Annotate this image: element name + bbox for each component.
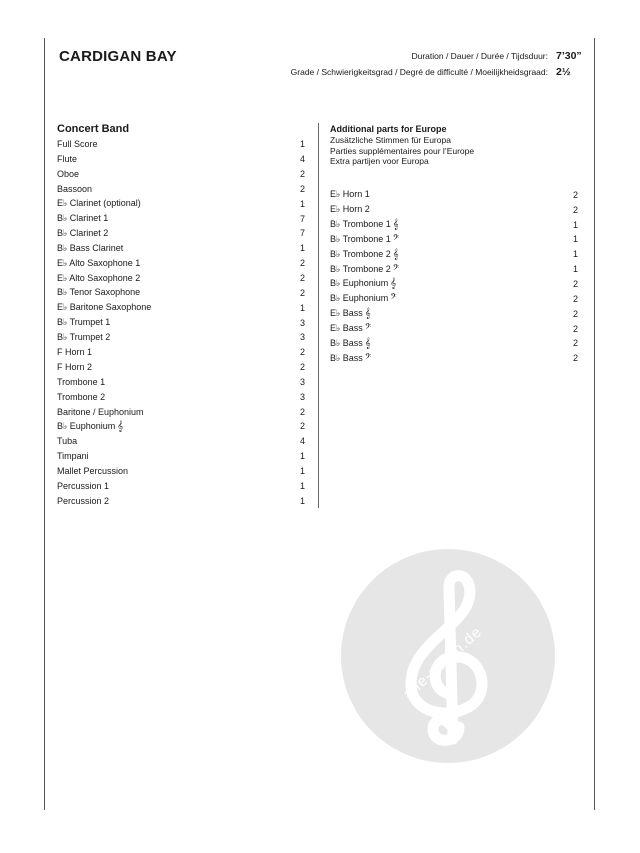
part-count: 3 — [299, 391, 305, 402]
part-count: 3 — [299, 332, 305, 343]
treble-clef-icon: 𝄞 — [364, 337, 371, 349]
part-name: B♭ Euphonium — [330, 278, 389, 289]
concert-band-parts-list — [57, 137, 305, 508]
part-name: E♭ Horn 1 — [330, 189, 370, 200]
part-count: 1 — [299, 480, 305, 491]
part-count: 1 — [572, 219, 578, 230]
watermark-text: alle-noten.de — [400, 623, 486, 703]
bass-clef-icon: 𝄢 — [390, 293, 397, 305]
part-row — [57, 137, 305, 152]
translation-fr: Parties supplémentaires pour l’Europe — [330, 145, 475, 156]
part-count: 1 — [299, 198, 305, 209]
part-row — [330, 262, 578, 277]
duration-value: 7’30” — [556, 50, 582, 62]
part-name-cell — [330, 189, 370, 200]
part-count: 2 — [299, 406, 305, 417]
additional-parts-section — [330, 124, 578, 366]
piece-info — [184, 50, 584, 82]
part-name-cell — [330, 234, 399, 245]
part-count: 2 — [572, 353, 578, 364]
grade-label: Grade / Schwierigkeitsgrad / Degré de difficulté / Moeilijkheidsgraad: — [290, 67, 548, 77]
part-count: 3 — [299, 376, 305, 387]
part-count: 2 — [299, 362, 305, 373]
part-name: B♭ Trumpet 1 — [57, 317, 111, 328]
part-row — [57, 375, 305, 390]
part-count: 2 — [572, 278, 578, 289]
part-row — [57, 285, 305, 300]
part-row — [330, 321, 578, 336]
part-row — [330, 217, 578, 232]
part-name: B♭ Bass — [330, 337, 363, 348]
part-count: 2 — [572, 293, 578, 304]
part-name-cell — [57, 332, 110, 343]
page-border-right — [594, 38, 595, 810]
part-name: B♭ Tenor Saxophone — [57, 287, 141, 298]
additional-parts-list — [330, 188, 578, 366]
part-name-cell — [330, 293, 397, 304]
part-count: 2 — [572, 338, 578, 349]
column-divider — [318, 123, 319, 508]
part-name-cell — [330, 219, 399, 230]
part-row — [57, 419, 305, 434]
grade-row — [184, 66, 584, 82]
part-row — [57, 256, 305, 271]
part-name: Mallet Percussion — [57, 465, 129, 476]
part-count: 7 — [299, 213, 305, 224]
part-row — [57, 226, 305, 241]
page-border-left — [44, 38, 45, 810]
part-count: 2 — [299, 421, 305, 432]
part-name: Trombone 2 — [57, 391, 106, 402]
part-count: 1 — [299, 243, 305, 254]
part-count: 1 — [572, 264, 578, 275]
part-name: B♭ Clarinet 1 — [57, 213, 109, 224]
part-row — [330, 306, 578, 321]
part-name-cell — [57, 377, 105, 387]
part-count: 2 — [299, 183, 305, 194]
part-count: 1 — [299, 302, 305, 313]
part-row — [57, 241, 305, 256]
part-name: E♭ Alto Saxophone 2 — [57, 272, 141, 283]
concert-band-heading: Concert Band — [57, 123, 130, 135]
part-row — [330, 291, 578, 306]
part-row — [57, 449, 305, 464]
part-name-cell — [57, 466, 128, 476]
bass-clef-icon: 𝄢 — [364, 352, 372, 364]
treble-clef-icon: 𝄞 — [364, 308, 371, 320]
part-name-cell — [330, 264, 399, 275]
part-name-cell — [57, 213, 108, 224]
part-name: E♭ Horn 2 — [330, 204, 370, 215]
part-row — [330, 247, 578, 262]
part-name: Percussion 2 — [57, 495, 110, 506]
part-name-cell — [57, 302, 151, 313]
part-row — [57, 493, 305, 508]
bass-clef-icon: 𝄢 — [364, 323, 372, 335]
part-name: B♭ Trombone 1 — [330, 233, 391, 244]
part-count: 2 — [572, 204, 578, 215]
part-count: 2 — [299, 273, 305, 284]
part-row — [57, 360, 305, 375]
part-row — [330, 336, 578, 351]
part-name-cell — [57, 258, 140, 269]
part-name-cell — [330, 308, 371, 319]
part-name: B♭ Clarinet 2 — [57, 227, 109, 238]
part-name-cell — [57, 362, 92, 372]
translation-nl: Extra partijen voor Europa — [330, 156, 429, 166]
part-name: B♭ Bass Clarinet — [57, 242, 124, 253]
part-name-cell — [57, 273, 140, 284]
part-name: B♭ Bass — [330, 352, 363, 363]
part-name: B♭ Trombone 2 — [330, 248, 391, 259]
part-name: Flute — [57, 154, 78, 165]
part-row — [57, 196, 305, 211]
part-name-cell — [330, 323, 371, 334]
part-name: Tuba — [57, 436, 78, 447]
part-name: E♭ Baritone Saxophone — [57, 302, 152, 313]
part-row — [57, 167, 305, 182]
part-row — [57, 389, 305, 404]
part-name: B♭ Euphonium — [330, 293, 389, 304]
part-name: E♭ Bass — [330, 308, 363, 319]
part-name-cell — [57, 198, 141, 209]
part-name: E♭ Clarinet (optional) — [57, 198, 141, 209]
part-name-cell — [57, 139, 98, 149]
part-name-cell — [57, 154, 77, 164]
part-name-cell — [330, 338, 371, 349]
part-row — [57, 182, 305, 197]
part-name: Percussion 1 — [57, 480, 110, 491]
part-count: 7 — [299, 228, 305, 239]
part-row — [57, 464, 305, 479]
translation-de: Zusätzliche Stimmen für Europa — [330, 135, 451, 145]
part-name: Bassoon — [57, 183, 93, 194]
part-row — [57, 478, 305, 493]
part-row — [57, 434, 305, 449]
part-name: F Horn 2 — [57, 362, 93, 373]
part-name-cell — [57, 184, 92, 194]
part-name-cell — [57, 347, 92, 357]
treble-clef-icon: 𝄞 — [392, 219, 399, 231]
part-name-cell — [57, 496, 109, 506]
part-count: 4 — [299, 154, 305, 165]
duration-label: Duration / Dauer / Durée / Tijdsduur: — [411, 51, 548, 61]
part-count: 2 — [572, 308, 578, 319]
part-count: 1 — [572, 234, 578, 245]
part-name: B♭ Trombone 2 — [330, 263, 391, 274]
part-row — [330, 351, 578, 366]
concert-band-section — [57, 121, 305, 508]
part-count: 1 — [299, 451, 305, 462]
part-row — [330, 277, 578, 292]
bass-clef-icon: 𝄢 — [392, 233, 400, 245]
part-name-cell — [57, 481, 109, 491]
part-name-cell — [57, 451, 89, 461]
part-count: 1 — [299, 139, 305, 150]
part-row — [330, 188, 578, 203]
part-row — [57, 152, 305, 167]
part-count: 1 — [299, 465, 305, 476]
part-count: 1 — [572, 249, 578, 260]
part-row — [57, 300, 305, 315]
part-count: 1 — [299, 495, 305, 506]
part-name-cell — [57, 228, 108, 239]
part-name: Baritone / Euphonium — [57, 406, 144, 417]
part-name: Timpani — [57, 451, 89, 462]
additional-parts-heading: Additional parts for Europe — [330, 124, 447, 134]
part-name-cell — [57, 436, 77, 446]
part-count: 2 — [572, 189, 578, 200]
part-name: B♭ Trumpet 2 — [57, 331, 111, 342]
part-name-cell — [330, 249, 399, 260]
part-row — [57, 271, 305, 286]
part-name-cell — [57, 287, 140, 298]
part-name: B♭ Euphonium — [57, 420, 116, 431]
part-count: 2 — [299, 169, 305, 180]
part-count: 4 — [299, 436, 305, 447]
treble-clef-icon: 𝄞 — [117, 420, 124, 432]
part-name-cell — [330, 353, 371, 364]
part-name-cell — [57, 407, 144, 417]
treble-clef-icon: 𝄞 — [390, 278, 397, 290]
part-name: B♭ Trombone 1 — [330, 219, 391, 230]
part-count: 2 — [572, 323, 578, 334]
part-name-cell — [57, 243, 123, 254]
part-row — [57, 404, 305, 419]
piece-title: CARDIGAN BAY — [59, 48, 177, 65]
part-name-cell — [330, 278, 396, 289]
bass-clef-icon: 𝄢 — [392, 263, 400, 275]
part-name: Full Score — [57, 139, 98, 150]
part-name-cell — [57, 392, 105, 402]
part-count: 2 — [299, 287, 305, 298]
part-name-cell — [330, 204, 370, 215]
part-name: E♭ Alto Saxophone 1 — [57, 257, 141, 268]
duration-row — [184, 50, 584, 66]
part-count: 2 — [299, 347, 305, 358]
part-name-cell — [57, 169, 79, 179]
part-name: F Horn 1 — [57, 347, 93, 358]
part-name-cell — [57, 317, 110, 328]
grade-value: 2½ — [556, 66, 571, 78]
part-name: Oboe — [57, 169, 80, 180]
part-row — [57, 330, 305, 345]
part-name: Trombone 1 — [57, 376, 106, 387]
part-count: 3 — [299, 317, 305, 328]
part-name: E♭ Bass — [330, 323, 363, 334]
part-name-cell — [57, 421, 123, 432]
part-count: 2 — [299, 258, 305, 269]
part-row — [57, 345, 305, 360]
treble-clef-icon: 𝄞 — [392, 248, 399, 260]
part-row — [330, 232, 578, 247]
part-row — [57, 211, 305, 226]
part-row — [330, 202, 578, 217]
part-row — [57, 315, 305, 330]
